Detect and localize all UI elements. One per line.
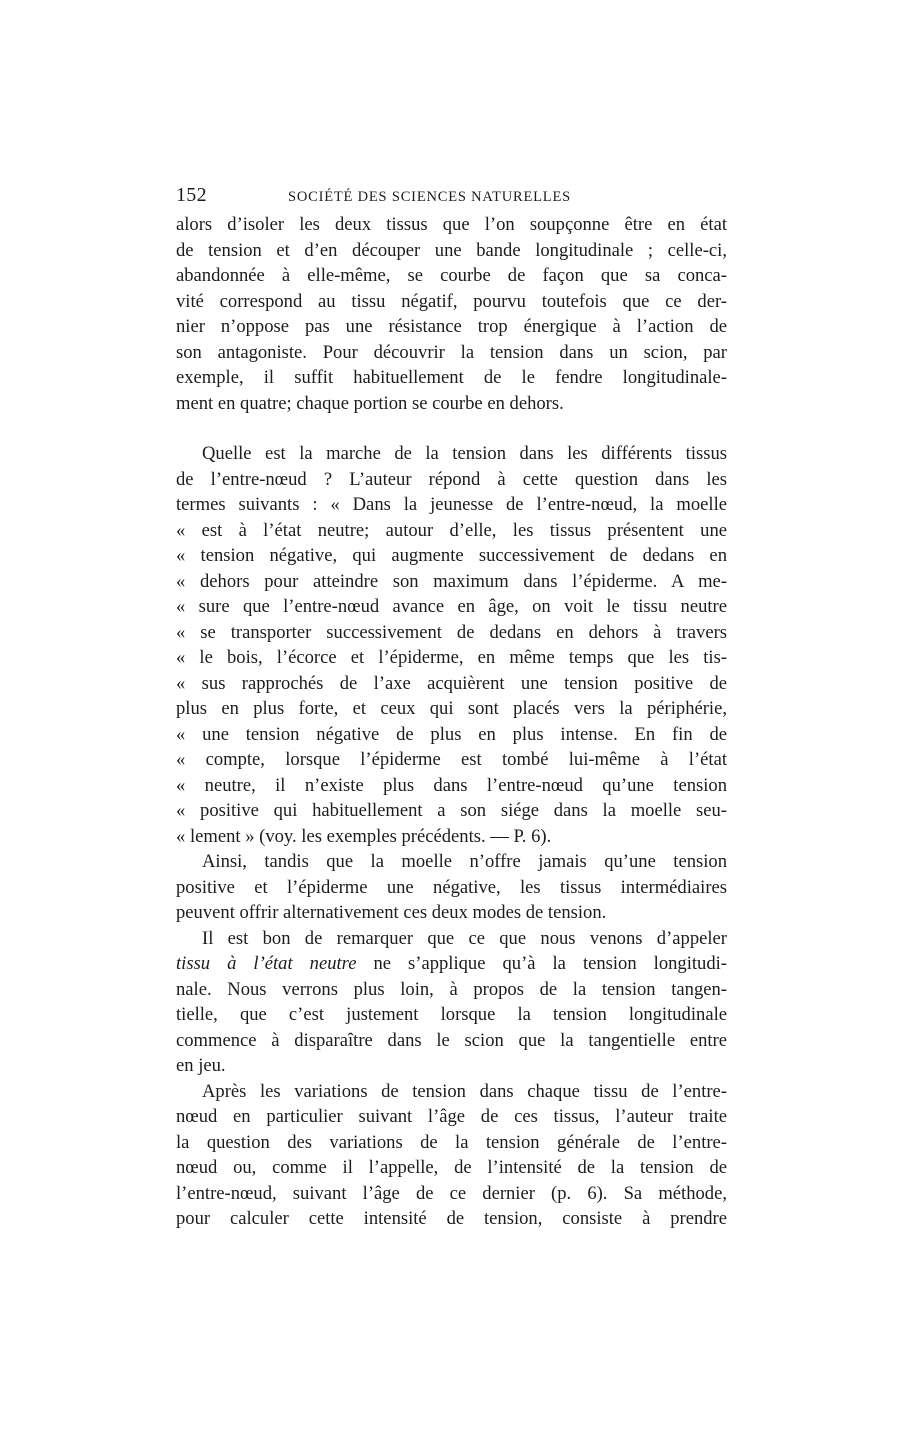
text-line: nœud en particulier suivant l’âge de ces tissus, l’auteur traite	[176, 1106, 727, 1127]
text-line: Ainsi, tandis que la moelle n’offre jamais qu’une tension	[202, 851, 727, 872]
text-line: « est à l’état neutre; autour d’elle, les tissus présentent une	[176, 519, 727, 541]
text-line: vité correspond au tissu négatif, pourvu toutefois que ce der-	[176, 290, 727, 312]
text-line: alors d’isoler les deux tissus que l’on soupçonne être en état	[176, 214, 727, 235]
running-head	[176, 184, 727, 212]
text-line: nœud ou, comme il l’appelle, de l’intensité de la tension de	[176, 1157, 727, 1178]
paragraph-4	[176, 926, 727, 1079]
text-line: la question des variations de la tension générale de l’entre-	[176, 1131, 727, 1153]
text-line: peuvent offrir alternativement ces deux modes de tension.	[176, 902, 607, 923]
text-line: Il est bon de remarquer que ce que nous venons d’appeler	[202, 927, 727, 949]
text-line: Après les variations de tension dans chaque tissu de l’entre-	[202, 1080, 727, 1102]
paragraph-2	[176, 441, 727, 849]
paragraph-5	[176, 1079, 727, 1232]
paragraph-1	[176, 212, 727, 416]
text-line: « sure que l’entre-nœud avance en âge, on voit le tissu neutre	[176, 596, 727, 617]
text-line: « se transporter successivement de dedans en dehors à travers	[176, 621, 727, 643]
text-line: abandonnée à elle-même, se courbe de façon que sa conca-	[176, 265, 727, 286]
journal-title: SOCIÉTÉ DES SCIENCES NATURELLES	[288, 189, 571, 205]
text-line: nier n’oppose pas une résistance trop énergique à l’action de	[176, 316, 727, 337]
text-line: de tension et d’en découper une bande longitudinale ; celle-ci,	[176, 239, 727, 261]
text-line: « neutre, il n’existe plus dans l’entre-nœud qu’une tension	[176, 774, 727, 796]
text-line: « positive qui habituellement a son siége dans la moelle seu-	[176, 800, 727, 821]
text-line: l’entre-nœud, suivant l’âge de ce dernier (p. 6). Sa méthode,	[176, 1182, 727, 1204]
paragraph-3	[176, 849, 727, 926]
text-line: commence à disparaître dans le scion que la tangentielle entre	[176, 1029, 727, 1051]
italic-term: tissu à l’état neutre	[176, 953, 357, 974]
text-line-with-italic	[176, 951, 727, 977]
text-line: « compte, lorsque l’épiderme est tombé lui-même à l’état	[176, 749, 727, 770]
text-line: exemple, il suffit habituellement de le fendre longitudinale-	[176, 367, 727, 388]
text-fragment: ne s’applique qu’à la tension longitudi-	[356, 953, 727, 974]
text-line: son antagoniste. Pour découvrir la tension dans un scion, par	[176, 341, 727, 363]
book-page	[176, 184, 727, 1232]
text-line: nale. Nous verrons plus loin, à propos de la tension tangen-	[176, 978, 727, 1000]
text-line: tielle, que c’est justement lorsque la tension longitudinale	[176, 1004, 727, 1025]
text-line: pour calculer cette intensité de tension, consiste à prendre	[176, 1208, 727, 1229]
text-line: Quelle est la marche de la tension dans les différents tissus	[202, 443, 727, 464]
text-line: de l’entre-nœud ? L’auteur répond à cette question dans les	[176, 468, 727, 490]
page-number: 152	[176, 184, 207, 206]
paragraph-spacer	[176, 416, 727, 441]
text-line: plus en plus forte, et ceux qui sont placés vers la périphérie,	[176, 698, 727, 719]
text-line: « dehors pour atteindre son maximum dans l’épiderme. A me-	[176, 570, 727, 592]
text-line: « sus rapprochés de l’axe acquièrent une tension positive de	[176, 672, 727, 694]
text-line: « lement » (voy. les exemples précédents. — P. 6).	[176, 825, 552, 847]
text-line: termes suivants : « Dans la jeunesse de l’entre-nœud, la moelle	[176, 494, 727, 515]
text-line: en jeu.	[176, 1055, 226, 1076]
text-line: « une tension négative de plus en plus intense. En fin de	[176, 723, 727, 745]
text-line: ment en quatre; chaque portion se courbe en dehors.	[176, 392, 564, 414]
text-line: positive et l’épiderme une négative, les tissus intermédiaires	[176, 876, 727, 898]
text-line: « tension négative, qui augmente successivement de dedans en	[176, 545, 727, 566]
text-line: « le bois, l’écorce et l’épiderme, en même temps que les tis-	[176, 647, 727, 668]
